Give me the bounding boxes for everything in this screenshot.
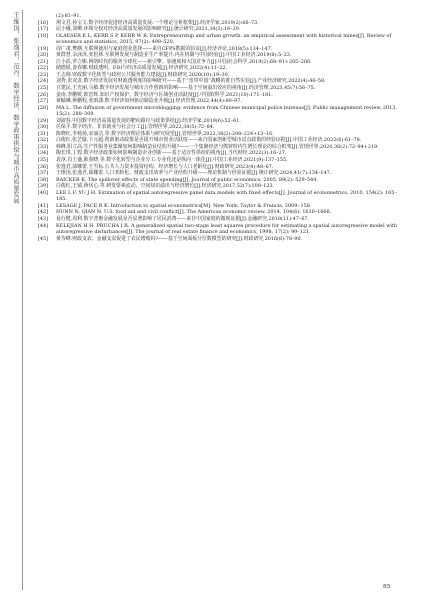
reference-text: 姜南,李鹏媛,欧忠辉.知识产权保护、数字经济与区域创业活跃度[J].中国软科学,2021(10):171–181.	[56, 91, 273, 98]
reference-number: [24]	[38, 78, 49, 85]
reference-text: 陈晓红,李杨扬,宋丽洁,等.数字经济理论体系与研究展望[J].管理世界,2022,38(2):208–224+13–16.	[56, 130, 274, 137]
reference-number: [16]	[38, 19, 49, 26]
reference-text: 江小涓,罗立彬.网络时代的服务全球化——新引擎、加速度和大国竞争力[J].中国社会科学,2019(2):68–91+205–206.	[56, 58, 312, 65]
reference-number: [21]	[38, 58, 49, 65]
reference-text: LESAGE J, PACE R K. Introduction to spatial econometrics[M]. New York: Taylor & Francis, 2009: 158.	[56, 202, 312, 209]
reference-number: [28]	[38, 104, 49, 111]
reference-number: [35]	[38, 157, 49, 164]
reference-text: 黄赜琳,蒋鹏程,张雨潇.数字经济如何驱动制造业升级[J].经济管理,2022,44(4):80–97.	[56, 98, 242, 105]
reference-text: 豆建民,王光丽,马敏.数字经济发展与城市合作创新的影响——基于空间溢出效应的视角[J].经济管理,2023,45(7):56–75.	[56, 85, 316, 92]
reference-text: 刘秀,张双龙.数字经济发展对财政透明度的影响研究——基于“宽带中国”战略的准自然实验[J].产业经济研究,2022(4):46–58.	[56, 78, 326, 85]
reference-number: [39]	[38, 183, 49, 190]
reference-text: 黄寿峰.财政支农、金融支农促进了农民增收吗?——基于空间面板分位数模型的研究[J].财政研究,2016(8):78–90.	[56, 235, 303, 242]
reference-number: [33]	[38, 143, 49, 150]
reference-text: 张逸君,邱娜蕾,王雪标.公共人力资本投资结构、经济增长与人口老龄化[J].财政研究,2023(4):48–67.	[56, 163, 274, 170]
reference-entry	[38, 236, 400, 243]
reference-number: [41]	[38, 202, 49, 209]
reference-entry	[38, 190, 400, 203]
page-number: 85	[383, 584, 391, 590]
reference-text: KELEJIAN H H, PRUCHA I R. A generalized spatial two-stage least squares procedure for estimating a spatial autoregressive model with autoregressive disturbances[J]. The journal of real estate finance and economics, 1998, 17(2): 99–121.	[56, 222, 398, 236]
reference-text: GLAESER E L, KERR S P, KERR W R. Entrepreneurship and urban growth: an empirical assessment with historical mines[J]. Review of economics and statistics, 2015, 97(2): 498–520.	[56, 32, 392, 46]
reference-text: 黄群慧,余泳泽,张松林.互联网发展与制造业生产率提升:内在机制与中国经验[J].中国工业经济,2019(8):5–23.	[56, 52, 292, 59]
reference-text: LEE L F, YU J H. Estimation of spatial autoregressive panel data models with fixed effects[J]. Journal of econometrics, 2010, 154(2): 165–185.	[56, 189, 397, 203]
reference-number: [19]	[38, 45, 49, 52]
reference-number: [34]	[38, 150, 49, 157]
reference-entry	[38, 223, 400, 236]
reference-text: 袁淳,肖土盛,耿春晓,等.数字化转型与企业分工:专业化还是纵向一体化[J].中国工业经济,2021(9):137–155.	[56, 157, 288, 164]
reference-text: 刘淑春.中国数字经济高质量发展的靶向路径与政策供给[J].经济学家,2019(6):52–61.	[56, 117, 241, 124]
reference-number: [27]	[38, 98, 49, 105]
reference-number: [44]	[38, 222, 49, 229]
reference-number: [40]	[38, 189, 49, 196]
running-head: 王维国，张逸君，范丹．数字经济、数字政策供给与城市高质量发展	[12, 12, 19, 204]
reference-text: 王维国,张逸君,邱娜蕾.人口老龄化、财政支出效率与产业结构升级——理论机制与经验证据[J].统计研究,2024,41(7):134–147.	[56, 170, 332, 177]
reference-text: MA L. The diffusion of government microblogging: evidence from Chinese municipal police bureaus[J]. Public management review, 2013, 15(2): 288–309.	[56, 104, 397, 118]
reference-number: [32]	[38, 137, 49, 144]
reference-number: [30]	[38, 124, 49, 131]
reference-text: 任保平.数字经济、非农就业与社会分工[J].管理世界,2022,38(5):72–84.	[56, 124, 215, 131]
reference-number: [18]	[38, 32, 49, 39]
reference-text: 易行健,周利.数字普惠金融发展是否显著影响了居民消费——来自中国家庭的微观证据[J].金融研究,2018(11):47–67.	[56, 215, 310, 222]
reference-text: NUNN N, QIAN N. U.S. food aid and civil conflict[J]. The American economic review, 2014, 104(6): 1630–1666.	[56, 209, 332, 216]
reference-number: [38]	[38, 176, 49, 183]
reference-text: 王志刚.财政数字化转型与政府公共服务能力建设[J].财政研究,2020(10):19–30.	[56, 71, 230, 78]
reference-number: [43]	[38, 215, 49, 222]
reference-number: [31]	[38, 130, 49, 137]
reference-number: [26]	[38, 91, 49, 98]
reference-text: 储德银,姜春娜.财政透明、FDI与经济高质量发展[J].经济研究,2022(4):11–22.	[56, 65, 228, 72]
reference-entry	[38, 33, 400, 46]
reference-number: [42]	[38, 209, 49, 216]
reference-number: [25]	[38, 85, 49, 92]
reference-number: [17]	[38, 26, 49, 33]
reference-number: [36]	[38, 163, 49, 170]
reference-number: [23]	[38, 71, 49, 78]
reference-text: 屈小娥,刘柳.环境分权对经济高质量发展的影响研究[J].统计研究,2021,38(3):16–29.	[56, 26, 241, 33]
reference-number: [29]	[38, 117, 49, 124]
reference-text: 白俊红,王钺,蒋伏心,等.研发要素流动、空间知识溢出与经济增长[J].经济研究,2017,52(7):109–123.	[56, 183, 275, 190]
header-rule	[22, 10, 23, 590]
reference-entry	[38, 105, 400, 118]
reference-text: 周广肃,樊纲.互联网使用与家庭创业选择——来自CFPS数据的验证[J].经济评论,2018(5):134–147.	[56, 45, 273, 52]
reference-text: BAICKER K. The spillover effects of state spending[J]. Journal of public economics, 2005, 89(2): 529–544.	[56, 176, 318, 183]
reference-number: [45]	[38, 235, 49, 242]
reference-text: 韩峰,阳立高.生产性服务业集聚如何影响制造业结构升级?——一个集聚经济与熊彼特内生增长理论的综合框架[J].管理世界,2020,36(2):72–94+219.	[56, 143, 379, 150]
reference-number: [20]	[38, 52, 49, 59]
reference-list	[38, 13, 400, 242]
reference-text: 陶长琪,丁煌.数字经济政策如何影响制造企业创新——基于适宜性供给的视角[J].当代财经,2022(3):16–27.	[56, 150, 287, 157]
reference-text: 荆文君,孙宝文.数字经济促进经济高质量发展:一个理论分析框架[J].经济学家,2019(2):66–73.	[56, 19, 259, 26]
reference-text: 白俊红,张艺璇,卞元超.创新驱动政策是否提升城市创业活跃度——来自国家创新型城市试点政策的经验证据[J].中国工业经济,2022(6):61–78.	[56, 137, 362, 144]
reference-number: [37]	[38, 170, 49, 177]
reference-text: (2):81–91.	[56, 13, 82, 19]
reference-number: [22]	[38, 65, 49, 72]
